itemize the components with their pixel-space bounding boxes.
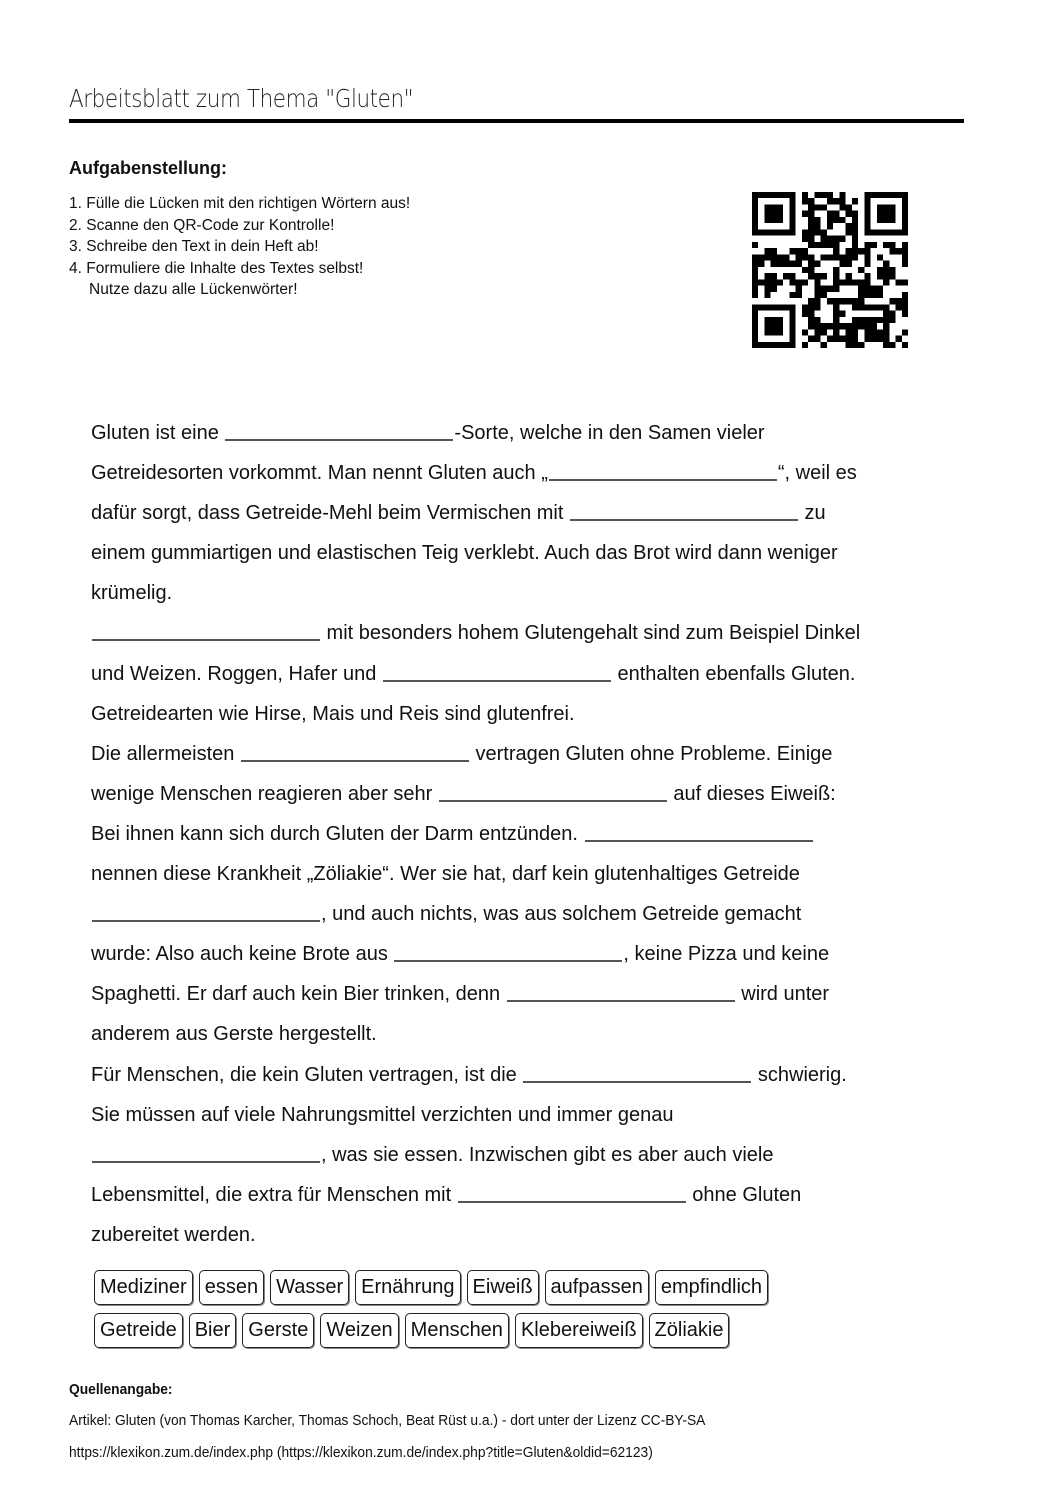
text-line	[91, 657, 860, 697]
blank-field[interactable]	[585, 820, 813, 842]
blank-field[interactable]	[241, 740, 469, 762]
word-card[interactable]: essen	[199, 1270, 264, 1305]
text-line	[91, 977, 860, 1017]
text-line	[91, 1218, 860, 1258]
word-card[interactable]: Wasser	[270, 1270, 349, 1305]
task-heading: Aufgabenstellung:	[69, 158, 227, 178]
text-line	[91, 576, 860, 616]
blank-field[interactable]	[549, 459, 777, 481]
text-segment: Spaghetti. Er darf auch kein Bier trinken, denn	[91, 983, 506, 1006]
text-segment: enthalten ebenfalls Gluten.	[611, 662, 856, 685]
word-bank-row	[94, 1313, 768, 1348]
word-card[interactable]: Ernährung	[355, 1270, 460, 1305]
cloze-text	[91, 416, 860, 1258]
task-list	[69, 193, 410, 301]
title-divider	[69, 119, 964, 123]
text-segment: anderem aus Gerste hergestellt.	[91, 1023, 377, 1046]
text-segment: Getreidesorten vorkommt. Man nennt Gluten auch „	[91, 462, 548, 485]
text-line	[91, 1178, 860, 1218]
text-segment: und Weizen. Roggen, Hafer und	[91, 662, 382, 685]
text-line	[91, 817, 860, 857]
word-card[interactable]: Menschen	[405, 1313, 509, 1348]
text-line	[91, 737, 860, 777]
text-segment: Lebensmittel, die extra für Menschen mit	[91, 1183, 457, 1206]
blank-field[interactable]	[507, 980, 735, 1002]
text-segment: , und auch nichts, was aus solchem Getreide gemacht	[321, 903, 802, 926]
word-card[interactable]: Getreide	[94, 1313, 183, 1348]
task-item: 3. Schreibe den Text in dein Heft ab!	[69, 238, 319, 255]
blank-field[interactable]	[383, 660, 611, 682]
word-card[interactable]: Mediziner	[94, 1270, 193, 1305]
text-segment: -Sorte, welche in den Samen vieler	[454, 422, 765, 444]
text-segment: schwierig.	[752, 1063, 847, 1086]
text-segment: vertragen Gluten ohne Probleme. Einige	[469, 742, 833, 765]
word-card[interactable]: Zöliakie	[649, 1313, 730, 1348]
text-line	[91, 937, 860, 977]
word-card[interactable]: Gerste	[242, 1313, 314, 1348]
text-segment: Die allermeisten	[91, 742, 240, 765]
text-segment: mit besonders hohem Glutengehalt sind zum Beispiel Dinkel	[321, 622, 861, 645]
text-line	[91, 897, 860, 937]
word-card[interactable]: Klebereiweiß	[515, 1313, 643, 1348]
word-bank	[94, 1270, 768, 1356]
qr-code-icon	[752, 192, 908, 348]
word-bank-row	[94, 1270, 768, 1305]
text-segment: Bei ihnen kann sich durch Gluten der Darm entzünden.	[91, 822, 584, 845]
text-line	[91, 697, 860, 737]
text-segment: einem gummiartigen und elastischen Teig verklebt. Auch das Brot wird dann weniger	[91, 542, 838, 565]
text-segment: Gluten ist eine	[91, 422, 225, 444]
text-line	[91, 1017, 860, 1057]
text-segment: , was sie essen. Inzwischen gibt es aber auch viele	[321, 1143, 774, 1166]
blank-field[interactable]	[523, 1061, 751, 1083]
text-line	[91, 857, 860, 897]
word-card[interactable]: Weizen	[320, 1313, 398, 1348]
text-segment: dafür sorgt, dass Getreide-Mehl beim Vermischen mit	[91, 502, 569, 525]
text-line	[91, 416, 860, 456]
text-segment: wurde: Also auch keine Brote aus	[91, 943, 394, 966]
page-title: Arbeitsblatt zum Thema "Gluten"	[69, 84, 414, 113]
blank-field[interactable]	[225, 419, 453, 441]
text-line	[91, 536, 860, 576]
text-segment: auf dieses Eiweiß:	[667, 782, 836, 805]
text-line	[91, 616, 860, 656]
source-article: Artikel: Gluten (von Thomas Karcher, Thomas Schoch, Beat Rüst u.a.) - dort unter der Lizenz CC-BY-SA	[69, 1412, 706, 1429]
task-item: 1. Fülle die Lücken mit den richtigen Wörtern aus!	[69, 195, 411, 212]
text-line	[91, 777, 860, 817]
text-segment: zu	[798, 502, 826, 525]
task-item: 4. Formuliere die Inhalte des Textes selbst!	[69, 259, 364, 277]
text-segment: nennen diese Krankheit „Zöliakie“. Wer sie hat, darf kein glutenhaltiges Getreide	[91, 863, 800, 886]
blank-field[interactable]	[92, 1141, 320, 1163]
text-line	[91, 1098, 860, 1138]
task-item: Nutze dazu alle Lückenwörter!	[89, 281, 298, 298]
word-card[interactable]: aufpassen	[545, 1270, 649, 1305]
text-segment: Für Menschen, die kein Gluten vertragen, ist die	[91, 1063, 523, 1086]
text-segment: wenige Menschen reagieren aber sehr	[91, 782, 438, 805]
text-segment: ohne Gluten	[686, 1183, 802, 1206]
blank-field[interactable]	[439, 780, 667, 802]
sources-heading: Quellenangabe:	[69, 1381, 173, 1398]
text-segment: wird unter	[735, 983, 830, 1006]
blank-field[interactable]	[92, 900, 320, 922]
word-card[interactable]: Eiweiß	[467, 1270, 539, 1305]
text-line	[91, 1058, 860, 1098]
text-line	[91, 1138, 860, 1178]
blank-field[interactable]	[458, 1181, 686, 1203]
text-segment: “, weil es	[777, 462, 857, 485]
blank-field[interactable]	[92, 619, 320, 641]
blank-field[interactable]	[570, 499, 798, 521]
word-card[interactable]: empfindlich	[655, 1270, 768, 1305]
word-card[interactable]: Bier	[189, 1313, 237, 1348]
source-link[interactable]: https://klexikon.zum.de/index.php (https://klexikon.zum.de/index.php?title=Gluten&oldid=62123)	[69, 1444, 653, 1461]
text-line	[91, 456, 860, 496]
text-segment: , keine Pizza und keine	[623, 943, 830, 966]
text-line	[91, 496, 860, 536]
task-item: 2. Scanne den QR-Code zur Kontrolle!	[69, 216, 335, 234]
text-segment: zubereitet werden.	[91, 1223, 256, 1246]
text-segment: Sie müssen auf viele Nahrungsmittel verzichten und immer genau	[91, 1103, 674, 1126]
text-segment: krümelig.	[91, 582, 173, 605]
text-segment: Getreidearten wie Hirse, Mais und Reis sind glutenfrei.	[91, 702, 575, 725]
blank-field[interactable]	[394, 940, 622, 962]
